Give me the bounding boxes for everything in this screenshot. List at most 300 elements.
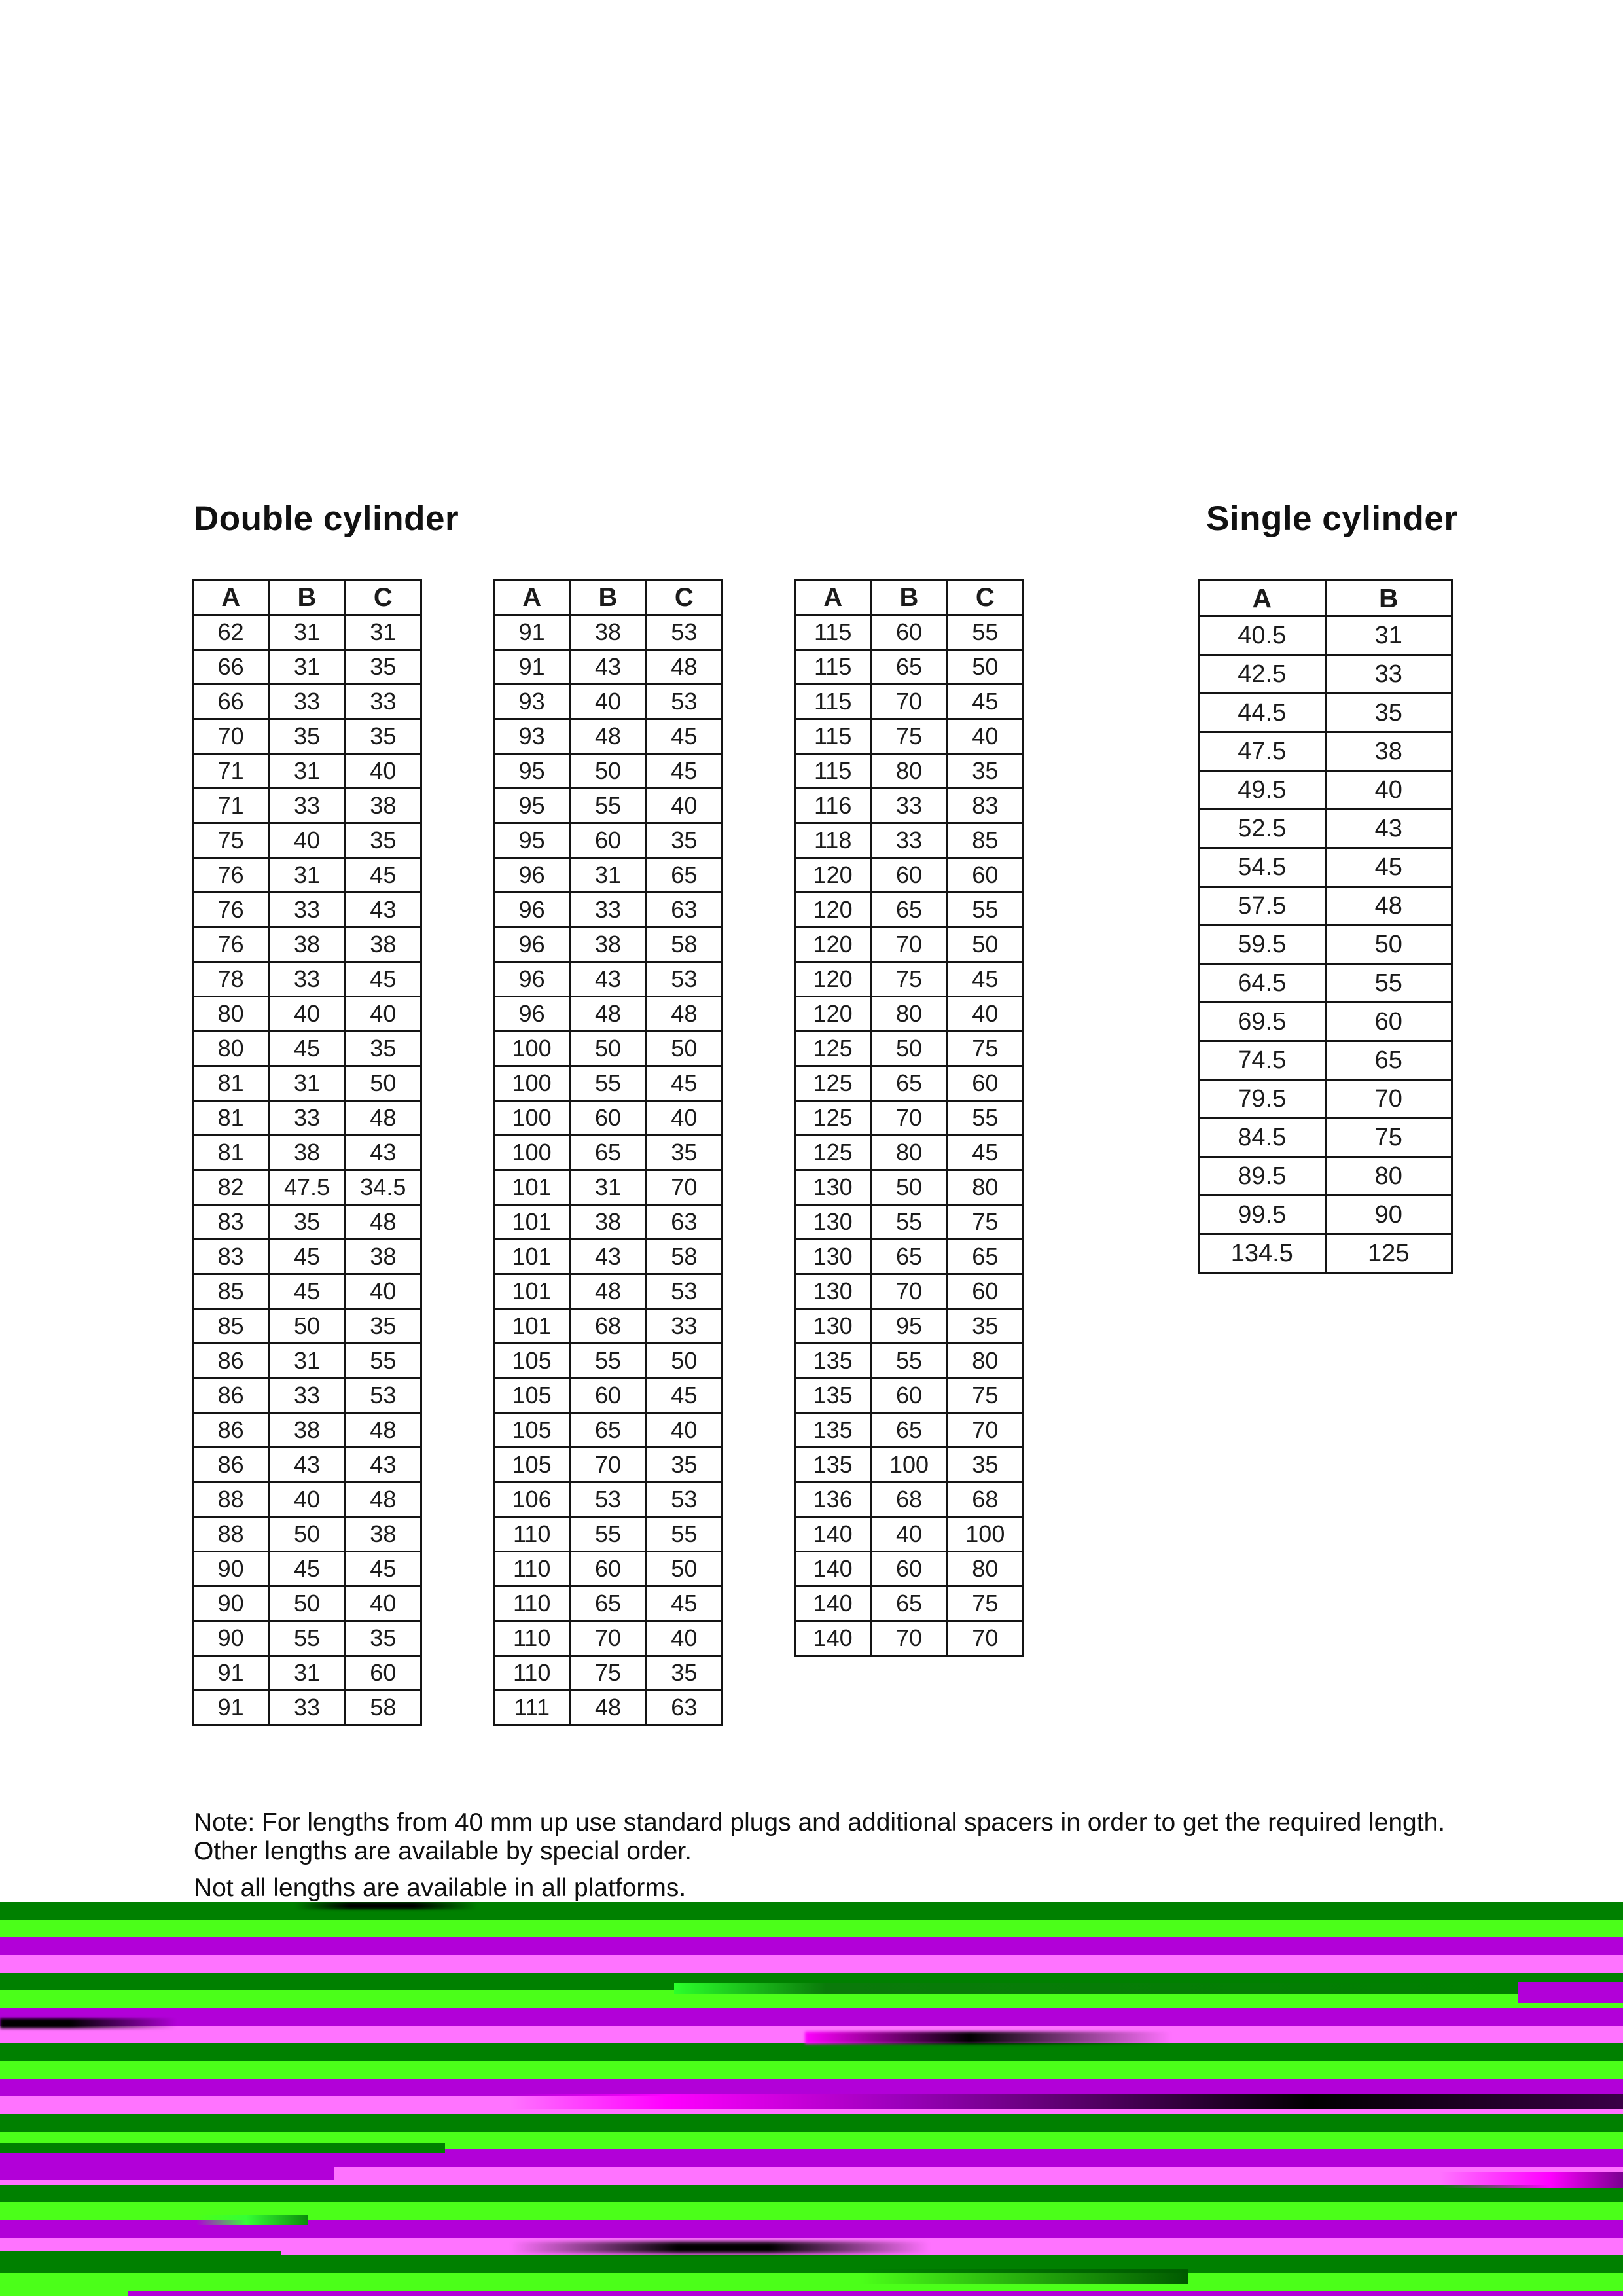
table-row (795, 1170, 1024, 1205)
table-cell: 134.5 (1199, 1234, 1326, 1273)
table-cell: 45 (269, 1240, 345, 1274)
table-cell: 33 (269, 1378, 345, 1413)
table-cell: 60 (1325, 1003, 1452, 1041)
table-cell: 125 (795, 1101, 871, 1136)
table-row (795, 962, 1024, 997)
table-cell: 70 (570, 1448, 646, 1482)
table-cell: 76 (193, 927, 269, 962)
table-cell: 90 (193, 1552, 269, 1587)
table-cell: 96 (494, 893, 570, 927)
table-cell: 65 (947, 1240, 1023, 1274)
column-header: A (193, 581, 269, 615)
table-cell: 43 (570, 962, 646, 997)
glitch-black-smear (0, 2018, 177, 2028)
table-cell: 65 (871, 1587, 947, 1621)
table-cell: 80 (193, 997, 269, 1031)
table-cell: 140 (795, 1587, 871, 1621)
table-cell: 60 (570, 1378, 646, 1413)
table-cell: 43 (1325, 810, 1452, 848)
table-cell: 71 (193, 754, 269, 789)
table-cell: 90 (193, 1587, 269, 1621)
table-row (193, 1205, 421, 1240)
table-cell: 86 (193, 1448, 269, 1482)
table-row (1199, 1157, 1452, 1196)
table-cell: 43 (345, 893, 421, 927)
table-cell: 50 (269, 1587, 345, 1621)
table-cell: 115 (795, 754, 871, 789)
table-cell: 53 (646, 685, 722, 719)
table-cell: 120 (795, 962, 871, 997)
column-header: A (494, 581, 570, 615)
table-row (795, 1205, 1024, 1240)
double-cylinder-table-1 (192, 579, 422, 1726)
table-cell: 125 (1325, 1234, 1452, 1273)
table-cell: 55 (947, 1101, 1023, 1136)
table-cell: 45 (646, 1587, 722, 1621)
table-cell: 116 (795, 789, 871, 823)
table-cell: 40 (1325, 771, 1452, 810)
table-cell: 31 (570, 858, 646, 893)
table-cell: 100 (494, 1136, 570, 1170)
column-header: A (1199, 581, 1326, 617)
table-cell: 70 (570, 1621, 646, 1656)
table-cell: 70 (646, 1170, 722, 1205)
table-cell: 43 (345, 1448, 421, 1482)
table-cell: 45 (646, 719, 722, 754)
table-cell: 88 (193, 1517, 269, 1552)
table-cell: 50 (570, 1031, 646, 1066)
table-cell: 50 (646, 1344, 722, 1378)
table-cell: 130 (795, 1309, 871, 1344)
table-cell: 40 (646, 1101, 722, 1136)
table-cell: 58 (646, 927, 722, 962)
table-row (193, 1448, 421, 1482)
table-cell: 31 (269, 1344, 345, 1378)
table-cell: 35 (345, 1031, 421, 1066)
table-cell: 55 (570, 1344, 646, 1378)
table-cell: 40 (269, 823, 345, 858)
table-row (795, 1031, 1024, 1066)
table-row (494, 1274, 722, 1309)
table-cell: 70 (193, 719, 269, 754)
table-cell: 75 (1325, 1119, 1452, 1157)
table-cell: 50 (871, 1031, 947, 1066)
table-cell: 42.5 (1199, 655, 1326, 694)
table-cell: 130 (795, 1205, 871, 1240)
table-cell: 54.5 (1199, 848, 1326, 887)
table-cell: 63 (646, 1691, 722, 1725)
table-cell: 40 (871, 1517, 947, 1552)
table-cell: 40 (646, 1621, 722, 1656)
table-cell: 86 (193, 1344, 269, 1378)
table-row (795, 1344, 1024, 1378)
table-cell: 40 (269, 997, 345, 1031)
table-row (1199, 1041, 1452, 1080)
table-cell: 53 (646, 1274, 722, 1309)
table-cell: 40 (646, 1413, 722, 1448)
table-row (795, 1413, 1024, 1448)
table-cell: 55 (570, 1517, 646, 1552)
table-cell: 75 (871, 719, 947, 754)
table-cell: 96 (494, 997, 570, 1031)
table-cell: 75 (947, 1205, 1023, 1240)
header-row (1199, 581, 1452, 617)
glitch-purple-step (0, 2161, 334, 2180)
table-cell: 58 (345, 1691, 421, 1725)
table-cell: 38 (570, 927, 646, 962)
table-cell: 110 (494, 1621, 570, 1656)
table-cell: 35 (345, 1621, 421, 1656)
table-row (795, 927, 1024, 962)
table-cell: 83 (193, 1205, 269, 1240)
table-cell: 101 (494, 1205, 570, 1240)
table-row (494, 1378, 722, 1413)
table-row (193, 1344, 421, 1378)
table-cell: 76 (193, 893, 269, 927)
table-row (494, 1482, 722, 1517)
table-cell: 70 (871, 685, 947, 719)
table-cell: 55 (646, 1517, 722, 1552)
table-cell: 100 (947, 1517, 1023, 1552)
table-cell: 65 (871, 1413, 947, 1448)
column-header: B (871, 581, 947, 615)
table-cell: 79.5 (1199, 1080, 1326, 1119)
table-cell: 53 (646, 1482, 722, 1517)
table-cell: 38 (269, 1413, 345, 1448)
table-cell: 35 (345, 650, 421, 685)
table-cell: 95 (494, 823, 570, 858)
table-cell: 70 (871, 1274, 947, 1309)
table-cell: 66 (193, 650, 269, 685)
table-row (193, 1691, 421, 1725)
table-cell: 40.5 (1199, 617, 1326, 655)
table-cell: 35 (947, 1448, 1023, 1482)
table-cell: 33 (646, 1309, 722, 1344)
table-cell: 31 (570, 1170, 646, 1205)
glitch-black-smear (294, 1902, 478, 1909)
table-cell: 53 (646, 962, 722, 997)
column-header: C (646, 581, 722, 615)
table-cell: 125 (795, 1031, 871, 1066)
table-row (193, 789, 421, 823)
table-cell: 38 (570, 615, 646, 650)
table-cell: 35 (269, 719, 345, 754)
table-cell: 35 (947, 1309, 1023, 1344)
table-row (193, 997, 421, 1031)
table-row (193, 1378, 421, 1413)
table-cell: 45 (646, 754, 722, 789)
table-cell: 75 (947, 1587, 1023, 1621)
glitch-green-step (0, 2251, 281, 2272)
table-cell: 34.5 (345, 1170, 421, 1205)
table-cell: 85 (947, 823, 1023, 858)
table-cell: 50 (947, 650, 1023, 685)
table-row (494, 754, 722, 789)
table-cell: 60 (871, 858, 947, 893)
table-row (494, 719, 722, 754)
table-cell: 135 (795, 1413, 871, 1448)
table-cell: 31 (269, 615, 345, 650)
table-row (1199, 848, 1452, 887)
table-row (494, 1205, 722, 1240)
table-cell: 90 (1325, 1196, 1452, 1234)
table-cell: 48 (345, 1101, 421, 1136)
table-cell: 86 (193, 1413, 269, 1448)
table-cell: 80 (193, 1031, 269, 1066)
table-cell: 120 (795, 927, 871, 962)
table-cell: 60 (345, 1656, 421, 1691)
glitch-green-shear-bar (674, 1983, 1518, 1994)
table-row (795, 1621, 1024, 1656)
note-line-platforms: Not all lengths are available in all platforms. (194, 1874, 687, 1902)
table-cell: 80 (871, 1136, 947, 1170)
header-row (795, 581, 1024, 615)
table-row (494, 1552, 722, 1587)
table-row (193, 1031, 421, 1066)
table-cell: 125 (795, 1066, 871, 1101)
table-row (1199, 1234, 1452, 1273)
table-cell: 111 (494, 1691, 570, 1725)
table-cell: 120 (795, 893, 871, 927)
table-cell: 55 (947, 615, 1023, 650)
table-cell: 68 (570, 1309, 646, 1344)
table-cell: 83 (193, 1240, 269, 1274)
table-cell: 48 (646, 650, 722, 685)
table-cell: 55 (570, 1066, 646, 1101)
table-cell: 33 (269, 789, 345, 823)
table-row (193, 823, 421, 858)
table-row (494, 1031, 722, 1066)
table-cell: 35 (345, 1309, 421, 1344)
table-row (494, 1587, 722, 1621)
table-cell: 75 (570, 1656, 646, 1691)
table-cell: 38 (345, 789, 421, 823)
table-cell: 93 (494, 685, 570, 719)
table-cell: 55 (570, 789, 646, 823)
double-cylinder-table-2 (493, 579, 723, 1726)
table-cell: 33 (269, 962, 345, 997)
table-cell: 75 (193, 823, 269, 858)
glitch-magenta-black-band (510, 2094, 1623, 2109)
table-row (494, 615, 722, 650)
column-header: B (570, 581, 646, 615)
table-cell: 50 (1325, 925, 1452, 964)
table-cell: 38 (269, 927, 345, 962)
table-cell: 130 (795, 1240, 871, 1274)
table-row (795, 1136, 1024, 1170)
table-row (795, 754, 1024, 789)
table-row (1199, 1196, 1452, 1234)
table-cell: 136 (795, 1482, 871, 1517)
table-cell: 95 (494, 789, 570, 823)
table-cell: 130 (795, 1274, 871, 1309)
table-cell: 96 (494, 927, 570, 962)
table-cell: 83 (947, 789, 1023, 823)
table-cell: 81 (193, 1101, 269, 1136)
table-cell: 99.5 (1199, 1196, 1326, 1234)
table-cell: 63 (646, 1205, 722, 1240)
double-cylinder-table-3 (794, 579, 1024, 1657)
table-row (193, 858, 421, 893)
table-cell: 35 (345, 719, 421, 754)
table-cell: 66 (193, 685, 269, 719)
table-row (193, 1240, 421, 1274)
table-cell: 43 (570, 650, 646, 685)
table-row (193, 650, 421, 685)
table-cell: 35 (646, 1656, 722, 1691)
double-cylinder-title: Double cylinder (194, 499, 459, 538)
glitch-purple-step (1518, 1982, 1623, 2003)
table-cell: 50 (947, 927, 1023, 962)
table-cell: 53 (570, 1482, 646, 1517)
table-row (795, 1274, 1024, 1309)
table-row (494, 1170, 722, 1205)
table-row (193, 1413, 421, 1448)
table-row (795, 1066, 1024, 1101)
table-row (795, 685, 1024, 719)
table-cell: 55 (1325, 964, 1452, 1003)
table-cell: 40 (269, 1482, 345, 1517)
table-row (1199, 1003, 1452, 1041)
table-row (795, 789, 1024, 823)
table-row (795, 1517, 1024, 1552)
table-row (795, 1240, 1024, 1274)
table-cell: 105 (494, 1413, 570, 1448)
table-cell: 65 (646, 858, 722, 893)
table-row (193, 1136, 421, 1170)
table-cell: 33 (570, 893, 646, 927)
table-cell: 47.5 (269, 1170, 345, 1205)
table-cell: 100 (871, 1448, 947, 1482)
table-cell: 35 (646, 823, 722, 858)
table-cell: 35 (646, 1136, 722, 1170)
table-cell: 70 (1325, 1080, 1452, 1119)
table-cell: 140 (795, 1621, 871, 1656)
table-cell: 55 (871, 1344, 947, 1378)
table-cell: 100 (494, 1066, 570, 1101)
table-cell: 45 (646, 1066, 722, 1101)
table-cell: 140 (795, 1517, 871, 1552)
table-cell: 31 (269, 754, 345, 789)
table-row (193, 893, 421, 927)
table-cell: 48 (345, 1413, 421, 1448)
table-cell: 38 (570, 1205, 646, 1240)
table-cell: 47.5 (1199, 732, 1326, 771)
header-row (193, 581, 421, 615)
table-cell: 60 (570, 1101, 646, 1136)
table-row (193, 1101, 421, 1136)
table-cell: 50 (269, 1309, 345, 1344)
table-row (193, 685, 421, 719)
table-cell: 48 (570, 997, 646, 1031)
table-cell: 35 (947, 754, 1023, 789)
table-cell: 43 (269, 1448, 345, 1482)
table-row (795, 615, 1024, 650)
column-header: B (269, 581, 345, 615)
table-cell: 70 (871, 1101, 947, 1136)
table-cell: 50 (646, 1552, 722, 1587)
note-line-required-length: Note: For lengths from 40 mm up use standard plugs and additional spacers in order to get the required length. (194, 1808, 1446, 1837)
table-row (193, 1170, 421, 1205)
table-cell: 45 (345, 858, 421, 893)
table-cell: 60 (871, 1552, 947, 1587)
table-cell: 31 (269, 650, 345, 685)
table-row (494, 1344, 722, 1378)
table-row (795, 1482, 1024, 1517)
table-row (795, 1101, 1024, 1136)
table-cell: 115 (795, 650, 871, 685)
table-cell: 45 (1325, 848, 1452, 887)
table-row (494, 650, 722, 685)
glitch-green-step (0, 2143, 445, 2153)
table-cell: 40 (345, 1587, 421, 1621)
table-cell: 48 (570, 719, 646, 754)
table-cell: 48 (646, 997, 722, 1031)
note-line-special-order: Other lengths are available by special order. (194, 1837, 692, 1865)
table-cell: 95 (871, 1309, 947, 1344)
table-cell: 33 (871, 789, 947, 823)
table-cell: 40 (646, 789, 722, 823)
corrupted-image-stripes (0, 1902, 1623, 2296)
header-row (494, 581, 722, 615)
table-cell: 59.5 (1199, 925, 1326, 964)
table-cell: 115 (795, 719, 871, 754)
table-cell: 33 (1325, 655, 1452, 694)
table-cell: 62 (193, 615, 269, 650)
table-cell: 40 (345, 1274, 421, 1309)
table-cell: 110 (494, 1656, 570, 1691)
table-row (494, 1101, 722, 1136)
table-cell: 65 (871, 893, 947, 927)
glitch-black-smudge (510, 2242, 929, 2253)
table-cell: 49.5 (1199, 771, 1326, 810)
table-row (795, 823, 1024, 858)
table-cell: 50 (269, 1517, 345, 1552)
table-cell: 45 (947, 1136, 1023, 1170)
column-header: C (345, 581, 421, 615)
table-row (193, 1621, 421, 1656)
table-cell: 50 (871, 1170, 947, 1205)
table-cell: 95 (494, 754, 570, 789)
table-cell: 45 (269, 1552, 345, 1587)
table-cell: 75 (871, 962, 947, 997)
table-row (494, 1656, 722, 1691)
table-row (193, 1552, 421, 1587)
table-row (1199, 617, 1452, 655)
table-row (193, 1066, 421, 1101)
table-cell: 70 (947, 1621, 1023, 1656)
table-cell: 50 (646, 1031, 722, 1066)
table-cell: 33 (269, 893, 345, 927)
table-row (1199, 925, 1452, 964)
table-cell: 140 (795, 1552, 871, 1587)
table-cell: 35 (646, 1448, 722, 1482)
table-row (193, 754, 421, 789)
table-cell: 35 (269, 1205, 345, 1240)
table-cell: 88 (193, 1482, 269, 1517)
table-cell: 45 (345, 1552, 421, 1587)
table-cell: 80 (871, 997, 947, 1031)
table-cell: 31 (269, 1066, 345, 1101)
table-cell: 71 (193, 789, 269, 823)
table-cell: 80 (1325, 1157, 1452, 1196)
table-cell: 40 (947, 719, 1023, 754)
table-cell: 86 (193, 1378, 269, 1413)
table-cell: 105 (494, 1378, 570, 1413)
table-row (1199, 810, 1452, 848)
table-row (1199, 964, 1452, 1003)
table-row (193, 1517, 421, 1552)
